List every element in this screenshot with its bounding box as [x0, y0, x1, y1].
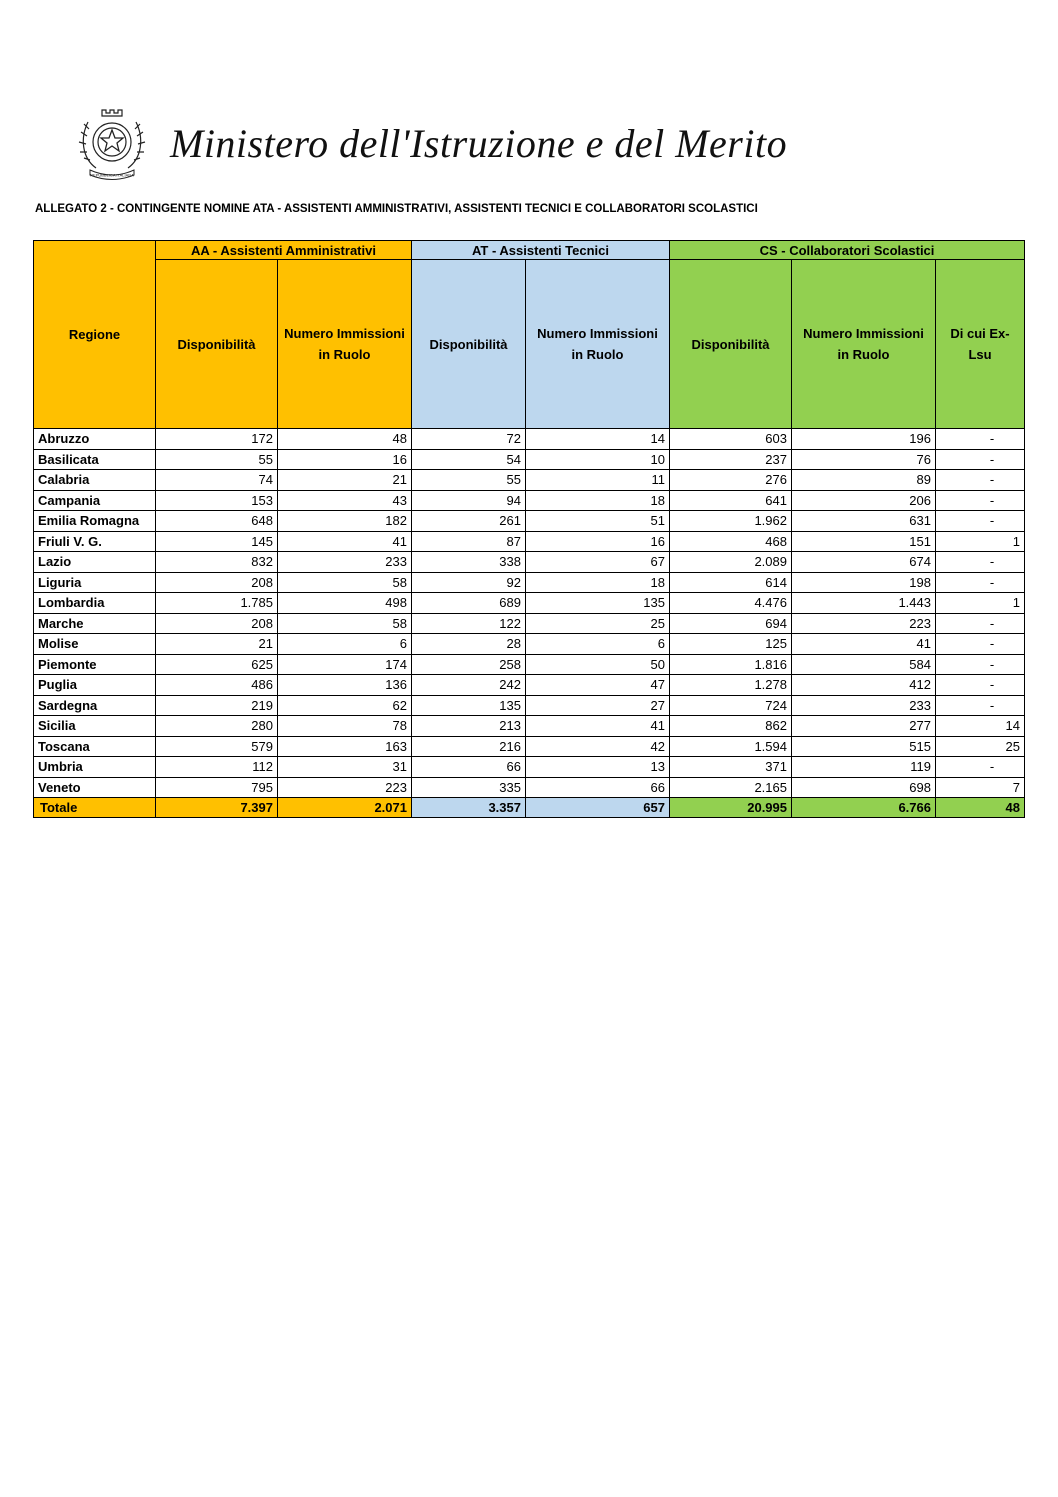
at-immissioni-cell: 10 [526, 449, 670, 470]
region-header: Regione [34, 241, 156, 429]
aa-disponibilita-cell: 1.785 [156, 593, 278, 614]
cs-disponibilita-cell: 125 [670, 634, 792, 655]
cs-disponibilita-header: Disponibilità [670, 260, 792, 429]
region-cell: Sicilia [34, 716, 156, 737]
total-cs-ex-lsu: 48 [936, 798, 1025, 818]
table-row [34, 736, 1025, 757]
table-row [34, 552, 1025, 573]
aa-disponibilita-cell: 112 [156, 757, 278, 778]
column-header-row [34, 260, 1025, 429]
at-disponibilita-cell: 261 [412, 511, 526, 532]
cs-immissioni-cell: 198 [792, 572, 936, 593]
cs-immissioni-cell: 584 [792, 654, 936, 675]
cs-ex-lsu-cell: - [936, 470, 1025, 491]
cs-immissioni-header: Numero Immissioni in Ruolo [792, 260, 936, 429]
cs-immissioni-cell: 119 [792, 757, 936, 778]
cs-disponibilita-cell: 371 [670, 757, 792, 778]
region-cell: Lombardia [34, 593, 156, 614]
cs-immissioni-cell: 698 [792, 777, 936, 798]
cs-ex-lsu-cell: - [936, 634, 1025, 655]
table-row [34, 757, 1025, 778]
aa-immissioni-cell: 58 [278, 572, 412, 593]
region-cell: Piemonte [34, 654, 156, 675]
table-row [34, 613, 1025, 634]
cs-disponibilita-cell: 276 [670, 470, 792, 491]
aa-disponibilita-cell: 74 [156, 470, 278, 491]
total-at-immissioni: 657 [526, 798, 670, 818]
aa-disponibilita-cell: 832 [156, 552, 278, 573]
at-immissioni-cell: 16 [526, 531, 670, 552]
at-disponibilita-cell: 54 [412, 449, 526, 470]
at-disponibilita-cell: 94 [412, 490, 526, 511]
aa-immissioni-cell: 58 [278, 613, 412, 634]
cs-ex-lsu-cell: - [936, 757, 1025, 778]
total-aa-immissioni: 2.071 [278, 798, 412, 818]
at-immissioni-cell: 67 [526, 552, 670, 573]
aa-disponibilita-cell: 486 [156, 675, 278, 696]
total-aa-disponibilita: 7.397 [156, 798, 278, 818]
table-row [34, 531, 1025, 552]
cs-disponibilita-cell: 1.962 [670, 511, 792, 532]
aa-immissioni-cell: 16 [278, 449, 412, 470]
cs-immissioni-cell: 89 [792, 470, 936, 491]
total-row [34, 798, 1025, 818]
cs-ex-lsu-cell: - [936, 429, 1025, 450]
region-cell: Puglia [34, 675, 156, 696]
cs-disponibilita-cell: 1.816 [670, 654, 792, 675]
table-row [34, 572, 1025, 593]
cs-ex-lsu-cell: - [936, 613, 1025, 634]
cs-disponibilita-cell: 237 [670, 449, 792, 470]
table-row [34, 511, 1025, 532]
cs-immissioni-cell: 151 [792, 531, 936, 552]
at-disponibilita-cell: 689 [412, 593, 526, 614]
table-row [34, 695, 1025, 716]
at-immissioni-cell: 13 [526, 757, 670, 778]
total-cs-disponibilita: 20.995 [670, 798, 792, 818]
group-header-at: AT - Assistenti Tecnici [412, 241, 670, 260]
repubblica-italiana-emblem [76, 102, 148, 182]
aa-immissioni-header: Numero Immissioni in Ruolo [278, 260, 412, 429]
cs-ex-lsu-cell: - [936, 511, 1025, 532]
cs-disponibilita-cell: 2.089 [670, 552, 792, 573]
cs-immissioni-cell: 412 [792, 675, 936, 696]
aa-disponibilita-cell: 219 [156, 695, 278, 716]
aa-disponibilita-cell: 153 [156, 490, 278, 511]
at-disponibilita-cell: 135 [412, 695, 526, 716]
cs-ex-lsu-cell: 14 [936, 716, 1025, 737]
at-disponibilita-cell: 258 [412, 654, 526, 675]
at-disponibilita-cell: 92 [412, 572, 526, 593]
total-cs-immissioni: 6.766 [792, 798, 936, 818]
aa-disponibilita-cell: 172 [156, 429, 278, 450]
region-cell: Marche [34, 613, 156, 634]
contingente-table [33, 240, 1025, 818]
region-cell: Molise [34, 634, 156, 655]
cs-disponibilita-cell: 694 [670, 613, 792, 634]
cs-disponibilita-cell: 641 [670, 490, 792, 511]
at-disponibilita-cell: 72 [412, 429, 526, 450]
table-row [34, 634, 1025, 655]
region-cell: Campania [34, 490, 156, 511]
aa-disponibilita-header: Disponibilità [156, 260, 278, 429]
table-row [34, 593, 1025, 614]
aa-immissioni-cell: 174 [278, 654, 412, 675]
aa-immissioni-cell: 233 [278, 552, 412, 573]
cs-immissioni-cell: 206 [792, 490, 936, 511]
at-immissioni-cell: 18 [526, 490, 670, 511]
table-row [34, 675, 1025, 696]
cs-ex-lsu-cell: 25 [936, 736, 1025, 757]
cs-disponibilita-cell: 724 [670, 695, 792, 716]
aa-disponibilita-cell: 208 [156, 613, 278, 634]
cs-ex-lsu-cell: 1 [936, 593, 1025, 614]
aa-immissioni-cell: 182 [278, 511, 412, 532]
table-row [34, 470, 1025, 491]
aa-immissioni-cell: 21 [278, 470, 412, 491]
cs-immissioni-cell: 196 [792, 429, 936, 450]
region-cell: Basilicata [34, 449, 156, 470]
table-row [34, 429, 1025, 450]
at-immissioni-cell: 42 [526, 736, 670, 757]
at-disponibilita-cell: 242 [412, 675, 526, 696]
total-label: Totale [34, 798, 156, 818]
cs-disponibilita-cell: 468 [670, 531, 792, 552]
cs-ex-lsu-cell: - [936, 675, 1025, 696]
aa-disponibilita-cell: 648 [156, 511, 278, 532]
svg-text:REPUBBLICA ITALIANA: REPUBBLICA ITALIANA [90, 172, 134, 178]
cs-immissioni-cell: 515 [792, 736, 936, 757]
at-immissioni-cell: 14 [526, 429, 670, 450]
group-header-aa: AA - Assistenti Amministrativi [156, 241, 412, 260]
aa-disponibilita-cell: 280 [156, 716, 278, 737]
region-cell: Emilia Romagna [34, 511, 156, 532]
at-disponibilita-cell: 66 [412, 757, 526, 778]
at-disponibilita-cell: 87 [412, 531, 526, 552]
cs-disponibilita-cell: 4.476 [670, 593, 792, 614]
ministry-title: Ministero dell'Istruzione e del Merito [170, 121, 788, 166]
aa-immissioni-cell: 62 [278, 695, 412, 716]
at-disponibilita-header: Disponibilità [412, 260, 526, 429]
cs-immissioni-cell: 1.443 [792, 593, 936, 614]
at-immissioni-cell: 41 [526, 716, 670, 737]
cs-disponibilita-cell: 1.594 [670, 736, 792, 757]
aa-immissioni-cell: 48 [278, 429, 412, 450]
table-row [34, 449, 1025, 470]
cs-disponibilita-cell: 2.165 [670, 777, 792, 798]
at-immissioni-cell: 135 [526, 593, 670, 614]
cs-ex-lsu-cell: - [936, 572, 1025, 593]
cs-immissioni-cell: 631 [792, 511, 936, 532]
cs-disponibilita-cell: 862 [670, 716, 792, 737]
cs-immissioni-cell: 233 [792, 695, 936, 716]
region-cell: Abruzzo [34, 429, 156, 450]
region-cell: Friuli V. G. [34, 531, 156, 552]
cs-immissioni-cell: 223 [792, 613, 936, 634]
table-row [34, 716, 1025, 737]
cs-immissioni-cell: 674 [792, 552, 936, 573]
at-immissioni-cell: 25 [526, 613, 670, 634]
aa-disponibilita-cell: 21 [156, 634, 278, 655]
aa-immissioni-cell: 6 [278, 634, 412, 655]
at-immissioni-cell: 27 [526, 695, 670, 716]
cs-ex-lsu-cell: - [936, 654, 1025, 675]
region-cell: Lazio [34, 552, 156, 573]
region-cell: Veneto [34, 777, 156, 798]
cs-ex-lsu-cell: - [936, 490, 1025, 511]
region-cell: Calabria [34, 470, 156, 491]
aa-disponibilita-cell: 579 [156, 736, 278, 757]
region-cell: Umbria [34, 757, 156, 778]
at-disponibilita-cell: 216 [412, 736, 526, 757]
cs-disponibilita-cell: 603 [670, 429, 792, 450]
aa-immissioni-cell: 31 [278, 757, 412, 778]
at-disponibilita-cell: 338 [412, 552, 526, 573]
group-header-row [34, 241, 1025, 260]
aa-immissioni-cell: 498 [278, 593, 412, 614]
table-row [34, 777, 1025, 798]
at-disponibilita-cell: 213 [412, 716, 526, 737]
at-disponibilita-cell: 122 [412, 613, 526, 634]
aa-immissioni-cell: 223 [278, 777, 412, 798]
document-title: ALLEGATO 2 - CONTINGENTE NOMINE ATA - ASSISTENTI AMMINISTRATIVI, ASSISTENTI TECNICI E COLLABORATORI SCOLASTICI [35, 203, 758, 215]
region-cell: Sardegna [34, 695, 156, 716]
at-immissioni-cell: 6 [526, 634, 670, 655]
region-cell: Liguria [34, 572, 156, 593]
aa-disponibilita-cell: 55 [156, 449, 278, 470]
aa-immissioni-cell: 163 [278, 736, 412, 757]
aa-immissioni-cell: 43 [278, 490, 412, 511]
aa-disponibilita-cell: 145 [156, 531, 278, 552]
cs-immissioni-cell: 41 [792, 634, 936, 655]
cs-ex-lsu-cell: - [936, 552, 1025, 573]
table-row [34, 654, 1025, 675]
cs-disponibilita-cell: 1.278 [670, 675, 792, 696]
total-at-disponibilita: 3.357 [412, 798, 526, 818]
aa-immissioni-cell: 41 [278, 531, 412, 552]
at-disponibilita-cell: 335 [412, 777, 526, 798]
cs-immissioni-cell: 277 [792, 716, 936, 737]
at-immissioni-cell: 51 [526, 511, 670, 532]
at-immissioni-cell: 50 [526, 654, 670, 675]
cs-ex-lsu-header: Di cui Ex-Lsu [936, 260, 1025, 429]
aa-disponibilita-cell: 795 [156, 777, 278, 798]
aa-immissioni-cell: 136 [278, 675, 412, 696]
cs-ex-lsu-cell: 7 [936, 777, 1025, 798]
aa-immissioni-cell: 78 [278, 716, 412, 737]
cs-ex-lsu-cell: - [936, 449, 1025, 470]
at-immissioni-cell: 18 [526, 572, 670, 593]
aa-disponibilita-cell: 208 [156, 572, 278, 593]
at-immissioni-cell: 47 [526, 675, 670, 696]
at-immissioni-cell: 11 [526, 470, 670, 491]
aa-disponibilita-cell: 625 [156, 654, 278, 675]
cs-ex-lsu-cell: - [936, 695, 1025, 716]
at-disponibilita-cell: 55 [412, 470, 526, 491]
cs-immissioni-cell: 76 [792, 449, 936, 470]
group-header-cs: CS - Collaboratori Scolastici [670, 241, 1025, 260]
cs-disponibilita-cell: 614 [670, 572, 792, 593]
region-cell: Toscana [34, 736, 156, 757]
at-immissioni-header: Numero Immissioni in Ruolo [526, 260, 670, 429]
table-row [34, 490, 1025, 511]
at-immissioni-cell: 66 [526, 777, 670, 798]
at-disponibilita-cell: 28 [412, 634, 526, 655]
cs-ex-lsu-cell: 1 [936, 531, 1025, 552]
